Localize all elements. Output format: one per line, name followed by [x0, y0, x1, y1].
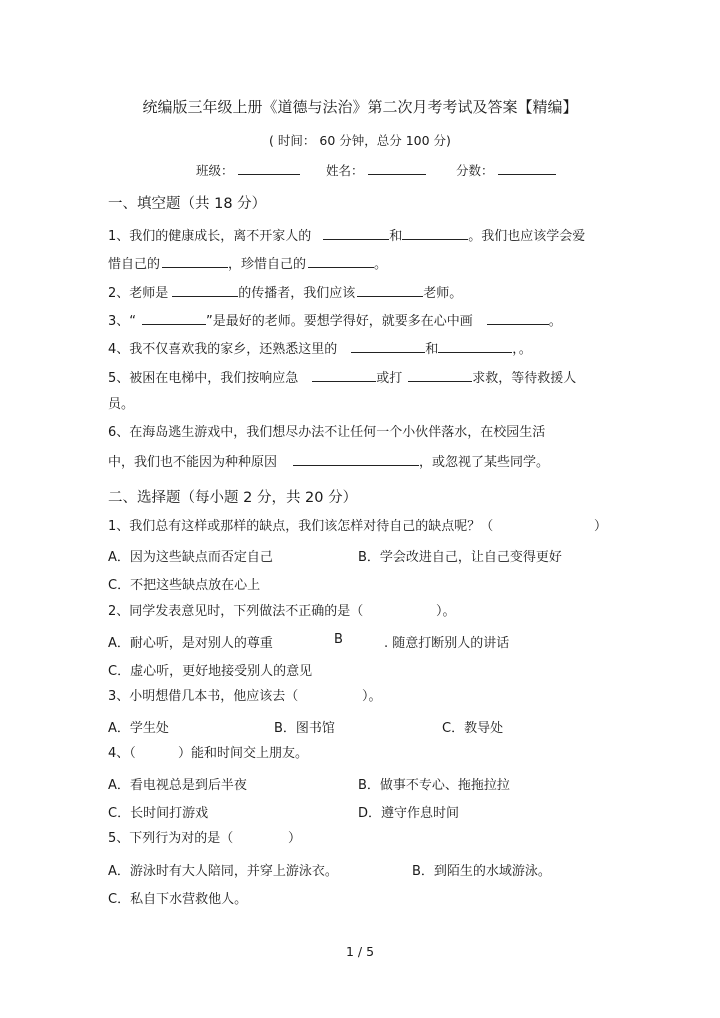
question-text: 老师。	[423, 286, 463, 301]
choice-2-option-c: C．虚心听，更好地接受别人的意见	[108, 664, 313, 679]
answer-blank	[487, 311, 549, 325]
answer-blank	[357, 283, 423, 297]
answer-blank	[308, 254, 374, 268]
question-text: 惜自己的	[108, 257, 161, 272]
score-field	[456, 161, 556, 179]
question-1-line-1	[108, 226, 585, 246]
choice-5-option-c: C．私自下水营救他人。	[108, 892, 248, 907]
question-text: ，或忽视了某些同学。	[419, 455, 550, 470]
name-label: 姓名：	[326, 163, 364, 178]
question-text: ，。	[512, 342, 532, 357]
name-field	[326, 161, 426, 179]
answer-blank	[438, 339, 512, 353]
question-text: 5、被困在电梯中，我们按响应急	[108, 371, 299, 386]
question-text: 中，我们也不能因为种种原因	[108, 455, 278, 470]
class-field	[196, 161, 300, 179]
answer-blank	[293, 452, 419, 466]
choice-2-option-a: A．耐心听，是对别人的尊重	[108, 636, 273, 651]
choice-4-option-a: A．看电视总是到后半夜	[108, 778, 247, 793]
question-1-line-2	[108, 254, 387, 274]
question-6-line-1: 6、在海岛逃生游戏中，我们想尽办法不让任何一个小伙伴落水，在校园生活	[108, 425, 546, 440]
page-title: 统编版三年级上册《道德与法治》第二次月考考试及答案【精编】	[142, 98, 578, 116]
question-5-line-2: 员。	[108, 397, 135, 412]
choice-3-option-a: A．学生处	[108, 721, 169, 736]
question-text: 3、“	[108, 314, 137, 329]
choice-4-option-b: B．做事不专心、拖拖拉拉	[358, 778, 510, 793]
choice-2-stem: 2、同学发表意见时，下列做法不正确的是（	[108, 604, 364, 619]
name-blank	[368, 161, 426, 175]
choice-1-option-b: B．学会改进自己，让自己变得更好	[358, 550, 562, 565]
choice-1-bracket: ）	[594, 519, 608, 534]
question-text: 1、我们的健康成长，离不开家人的	[108, 229, 312, 244]
choice-5-bracket: ）	[288, 831, 302, 846]
question-text: 。	[374, 257, 388, 272]
answer-blank	[312, 368, 376, 382]
page-number: 1 / 5	[345, 944, 375, 959]
choice-3-option-c: C．教导处	[442, 721, 504, 736]
choice-1-option-a: A．因为这些缺点而否定自己	[108, 550, 273, 565]
choice-4-option-c: C．长时间打游戏	[108, 806, 209, 821]
exam-time-info: ( 时间： 60 分钟，总分 100 分)	[269, 133, 451, 148]
answer-blank	[142, 311, 206, 325]
choice-2-bracket: ）。	[436, 604, 456, 619]
score-blank	[498, 161, 556, 175]
question-5-line-1	[108, 368, 576, 388]
choice-2-option-b-letter: B	[334, 632, 343, 647]
section-fill-blank-heading: 一、填空题（共 18 分）	[108, 196, 267, 212]
choice-4-stem: 4、（	[108, 746, 136, 761]
answer-blank	[351, 339, 425, 353]
question-6-line-2	[108, 452, 549, 472]
answer-blank	[162, 254, 228, 268]
answer-blank	[408, 368, 472, 382]
class-label: 班级：	[196, 163, 234, 178]
question-text: 求救，等待救援人	[472, 371, 577, 386]
section-choice-heading: 二、选择题（每小题 2 分，共 20 分）	[108, 490, 358, 506]
question-text: 2、老师是	[108, 286, 169, 301]
question-2	[108, 283, 462, 303]
score-label: 分数：	[456, 163, 494, 178]
question-3	[108, 311, 562, 331]
choice-2-option-b-text: . 随意打断别人的讲话	[384, 636, 510, 651]
choice-3-stem: 3、小明想借几本书，他应该去（	[108, 689, 299, 704]
answer-blank	[323, 226, 389, 240]
choice-5-stem: 5、下列行为对的是（	[108, 831, 234, 846]
question-text: 和	[425, 342, 439, 357]
question-text: ”是最好的老师。要想学得好，就要多在心中画	[206, 314, 473, 329]
question-text: 。我们也应该学会爱	[468, 229, 586, 244]
answer-blank	[172, 283, 238, 297]
choice-3-bracket: ）。	[362, 689, 382, 704]
question-text: 4、我不仅喜欢我的家乡，还熟悉这里的	[108, 342, 338, 357]
answer-blank	[402, 226, 468, 240]
question-4	[108, 339, 532, 359]
choice-5-option-a: A．游泳时有大人陪同，并穿上游泳衣。	[108, 864, 338, 879]
choice-1-option-c: C．不把这些缺点放在心上	[108, 578, 261, 593]
choice-3-option-b: B．图书馆	[274, 721, 335, 736]
choice-5-option-b: B．到陌生的水域游泳。	[412, 864, 551, 879]
question-text: 。	[548, 314, 562, 329]
question-text: 和	[389, 229, 403, 244]
choice-4-stem-end: ）能和时间交上朋友。	[178, 746, 309, 761]
question-text: 的传播者，我们应该	[238, 286, 356, 301]
class-blank	[238, 161, 300, 175]
question-text: ，珍惜自己的	[228, 257, 307, 272]
choice-4-option-d: D．遵守作息时间	[358, 806, 460, 821]
question-text: 或打	[376, 371, 403, 386]
choice-1-stem: 1、我们总有这样或那样的缺点，我们该怎样对待自己的缺点呢？（	[108, 519, 494, 534]
